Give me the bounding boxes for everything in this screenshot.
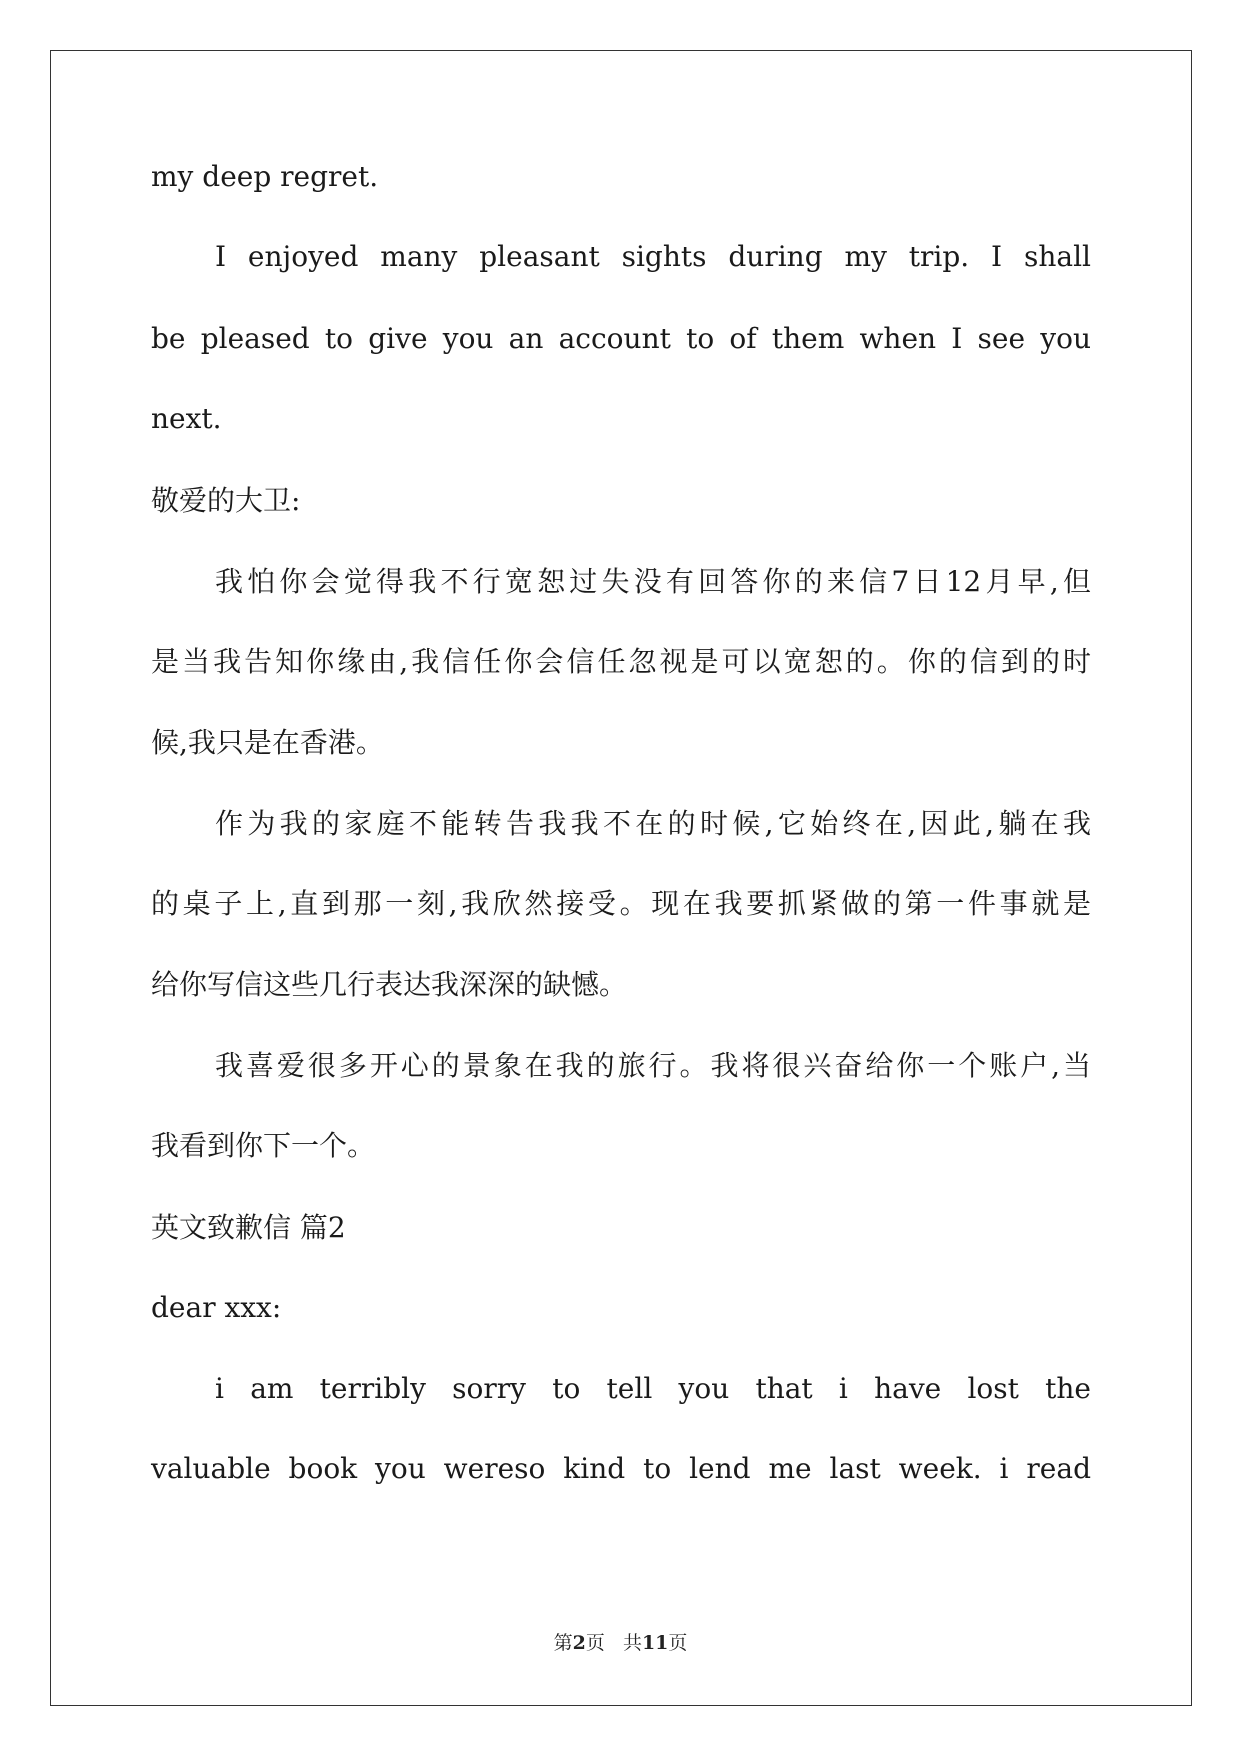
- text-line: 我看到你下一个。: [151, 1129, 376, 1162]
- footer-mid: 页 共: [585, 1632, 642, 1654]
- footer-prefix: 第: [553, 1632, 573, 1654]
- page-footer: [0, 1628, 1241, 1655]
- text-line: 是当我告知你缘由,我信任你会信任忽视是可以宽恕的。你的信到的时: [151, 645, 1091, 678]
- text-line: 英文致歉信 篇2: [151, 1211, 346, 1244]
- text-line: valuable book you wereso kind to lend me last week. i read: [151, 1452, 1091, 1485]
- footer-suffix: 页: [668, 1632, 688, 1654]
- text-line: my deep regret.: [151, 160, 379, 193]
- text-line: 的桌子上,直到那一刻,我欣然接受。现在我要抓紧做的第一件事就是: [151, 887, 1091, 920]
- text-line: 候,我只是在香港。: [151, 726, 384, 759]
- text-line: be pleased to give you an account to of them when I see you: [151, 322, 1091, 355]
- text-line: 给你写信这些几行表达我深深的缺憾。: [151, 968, 628, 1001]
- text-line: i am terribly sorry to tell you that i have lost the: [215, 1372, 1091, 1405]
- text-line: 我喜爱很多开心的景象在我的旅行。我将很兴奋给你一个账户,当: [215, 1049, 1091, 1082]
- text-line: 敬爱的大卫:: [151, 484, 301, 517]
- total-page-number: 11: [641, 1632, 669, 1654]
- text-line: dear xxx:: [151, 1291, 282, 1324]
- text-line: 我怕你会觉得我不行宽恕过失没有回答你的来信7日12月早,但: [215, 565, 1091, 598]
- current-page-number: 2: [572, 1632, 586, 1654]
- text-line: next.: [151, 402, 222, 435]
- text-line: 作为我的家庭不能转告我我不在的时候,它始终在,因此,躺在我: [215, 807, 1091, 840]
- text-line: I enjoyed many pleasant sights during my trip. I shall: [215, 240, 1091, 273]
